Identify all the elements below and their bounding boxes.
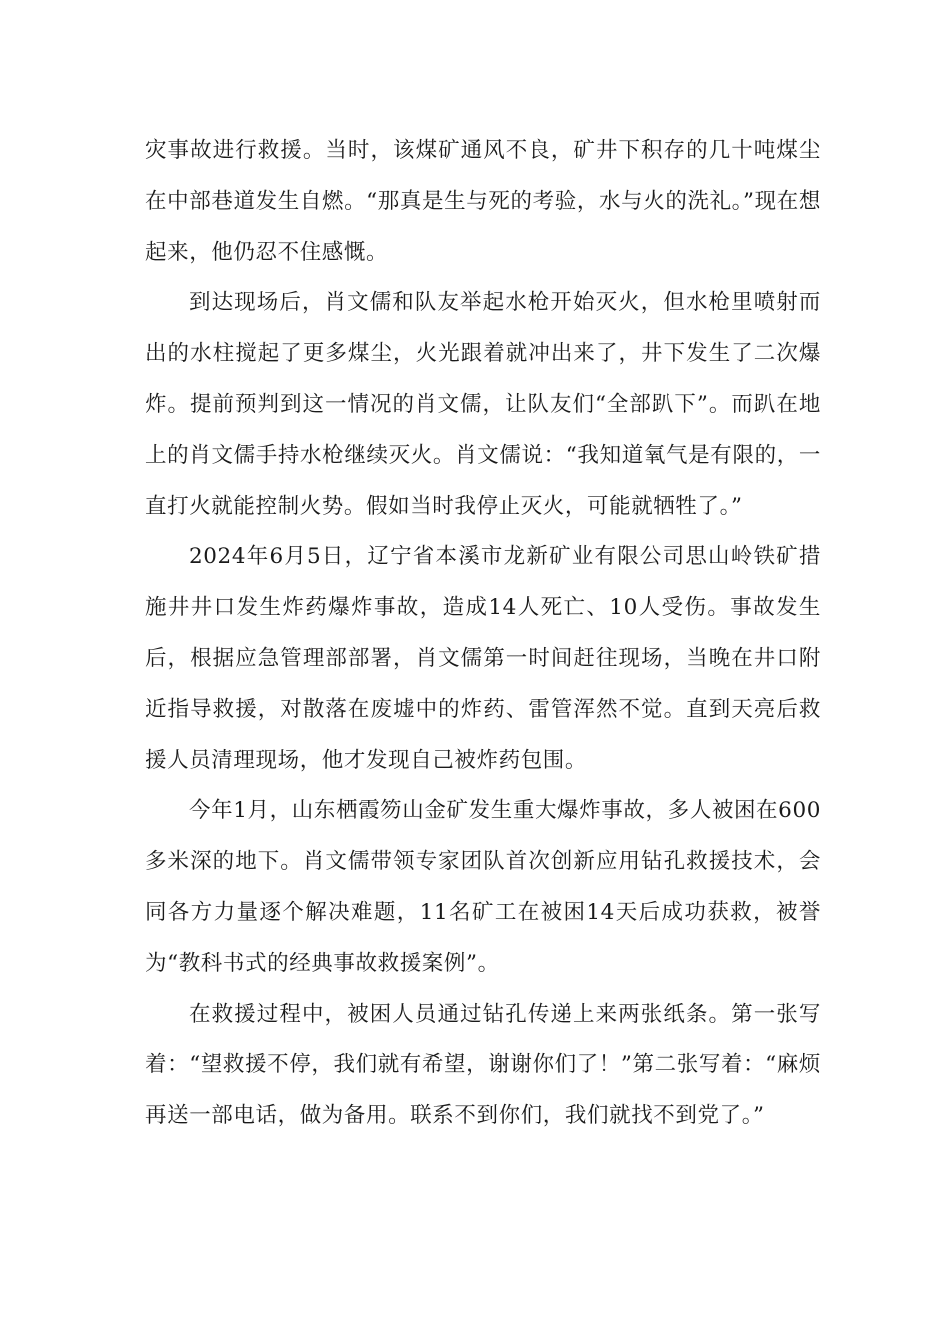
paragraph-arrival: 到达现场后，肖文儒和队友举起水枪开始灭火，但水枪里喷射而出的水柱搅起了更多煤尘，火光跟着就冲出来了，井下发生了二次爆炸。提前预判到这一情况的肖文儒，让队友们“全部趴下”。而趴在地上的肖文儒手持水枪继续灭火。肖文儒说：“我知道氧气是有限的，一直打火就能控制火势。假如当时我停止灭火，可能就牺牲了。” (145, 290, 821, 519)
paragraph-continued: 灾事故进行救援。当时，该煤矿通风不良，矿井下积存的几十吨煤尘在中部巷道发生自燃。“那真是生与死的考验，水与火的洗礼。”现在想起来，他仍忍不住感慨。 (145, 138, 821, 265)
paragraph-qixia-rescue: 今年1月，山东栖霞笏山金矿发生重大爆炸事故，多人被困在600多米深的地下。肖文儒带领专家团队首次创新应用钻孔救援技术，会同各方力量逐个解决难题，11名矿工在被困14天后成功获救，被誉为“教科书式的经典事故救援案例”。 (145, 798, 821, 976)
paragraph-benxi-accident: 2024年6月5日，辽宁省本溪市龙新矿业有限公司思山岭铁矿措施井井口发生炸药爆炸事故，造成14人死亡、10人受伤。事故发生后，根据应急管理部部署，肖文儒第一时间赶往现场，当晚在井口附近指导救援，对散落在废墟中的炸药、雷管浑然不觉。直到天亮后救援人员清理现场，他才发现自己被炸药包围。 (145, 544, 821, 773)
document-body (145, 126, 821, 1142)
paragraph-notes: 在救援过程中，被困人员通过钻孔传递上来两张纸条。第一张写着：“望救援不停，我们就有希望，谢谢你们了！”第二张写着：“麻烦再送一部电话，做为备用。联系不到你们，我们就找不到党了。” (145, 1001, 821, 1129)
